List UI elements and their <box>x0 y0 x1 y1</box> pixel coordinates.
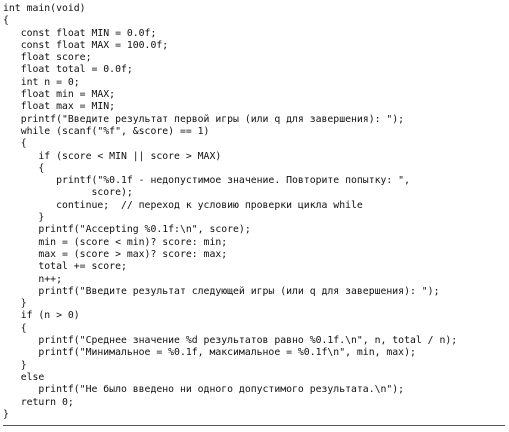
code-line: float max = MIN; <box>3 101 116 113</box>
code-line: { <box>3 15 9 27</box>
code-line: printf("Accepting %0.1f:\n", score); <box>3 224 251 236</box>
code-line: score); <box>3 187 133 199</box>
code-line: return 0; <box>3 396 74 408</box>
code-line: int main(void) <box>3 3 86 14</box>
code-listing <box>3 2 505 426</box>
code-line: printf("Среднее значение %d результатов равно %0.1f.\n", n, total / n); <box>3 335 458 347</box>
code-line: const float MAX = 100.0f; <box>3 39 169 51</box>
code-line: float total = 0.0f; <box>3 64 133 76</box>
code-line: { <box>3 322 27 334</box>
code-line: max = (score > max)? score: max; <box>3 248 228 260</box>
code-line: continue; // переход к условию проверки цикла while <box>3 199 363 211</box>
code-line: total += score; <box>3 261 127 273</box>
code-line: if (score < MIN || score > MAX) <box>3 150 222 162</box>
code-line: while (scanf("%f", &score) == 1) <box>3 125 210 137</box>
code-line: min = (score < min)? score: min; <box>3 236 228 248</box>
code-line: float score; <box>3 52 92 64</box>
code-line: else <box>3 371 45 383</box>
code-line: float min = MAX; <box>3 89 116 101</box>
code-line: } <box>3 298 27 310</box>
code-line: printf("%0.1f - недопустимое значение. Повторите попытку: ", <box>3 175 410 187</box>
code-line: } <box>3 359 27 371</box>
code-line: } <box>3 212 45 224</box>
code-line: printf("Минимальное = %0.1f, максимальное = %0.1f\n", min, max); <box>3 347 416 359</box>
code-line: { <box>3 162 45 174</box>
code-line: { <box>3 138 27 150</box>
code-line: printf("Введите результат первой игры (или q для завершения): "); <box>3 113 405 125</box>
code-line: int n = 0; <box>3 76 80 88</box>
code-line: const float MIN = 0.0f; <box>3 27 157 39</box>
code-line: printf("Введите результат следующей игры (или q для завершения): "); <box>3 285 440 297</box>
code-line: n++; <box>3 273 62 285</box>
code-line: if (n > 0) <box>3 310 80 322</box>
code-line: } <box>3 408 9 420</box>
code-line: printf("Не было введено ни одного допустимого результата.\n"); <box>3 384 405 396</box>
